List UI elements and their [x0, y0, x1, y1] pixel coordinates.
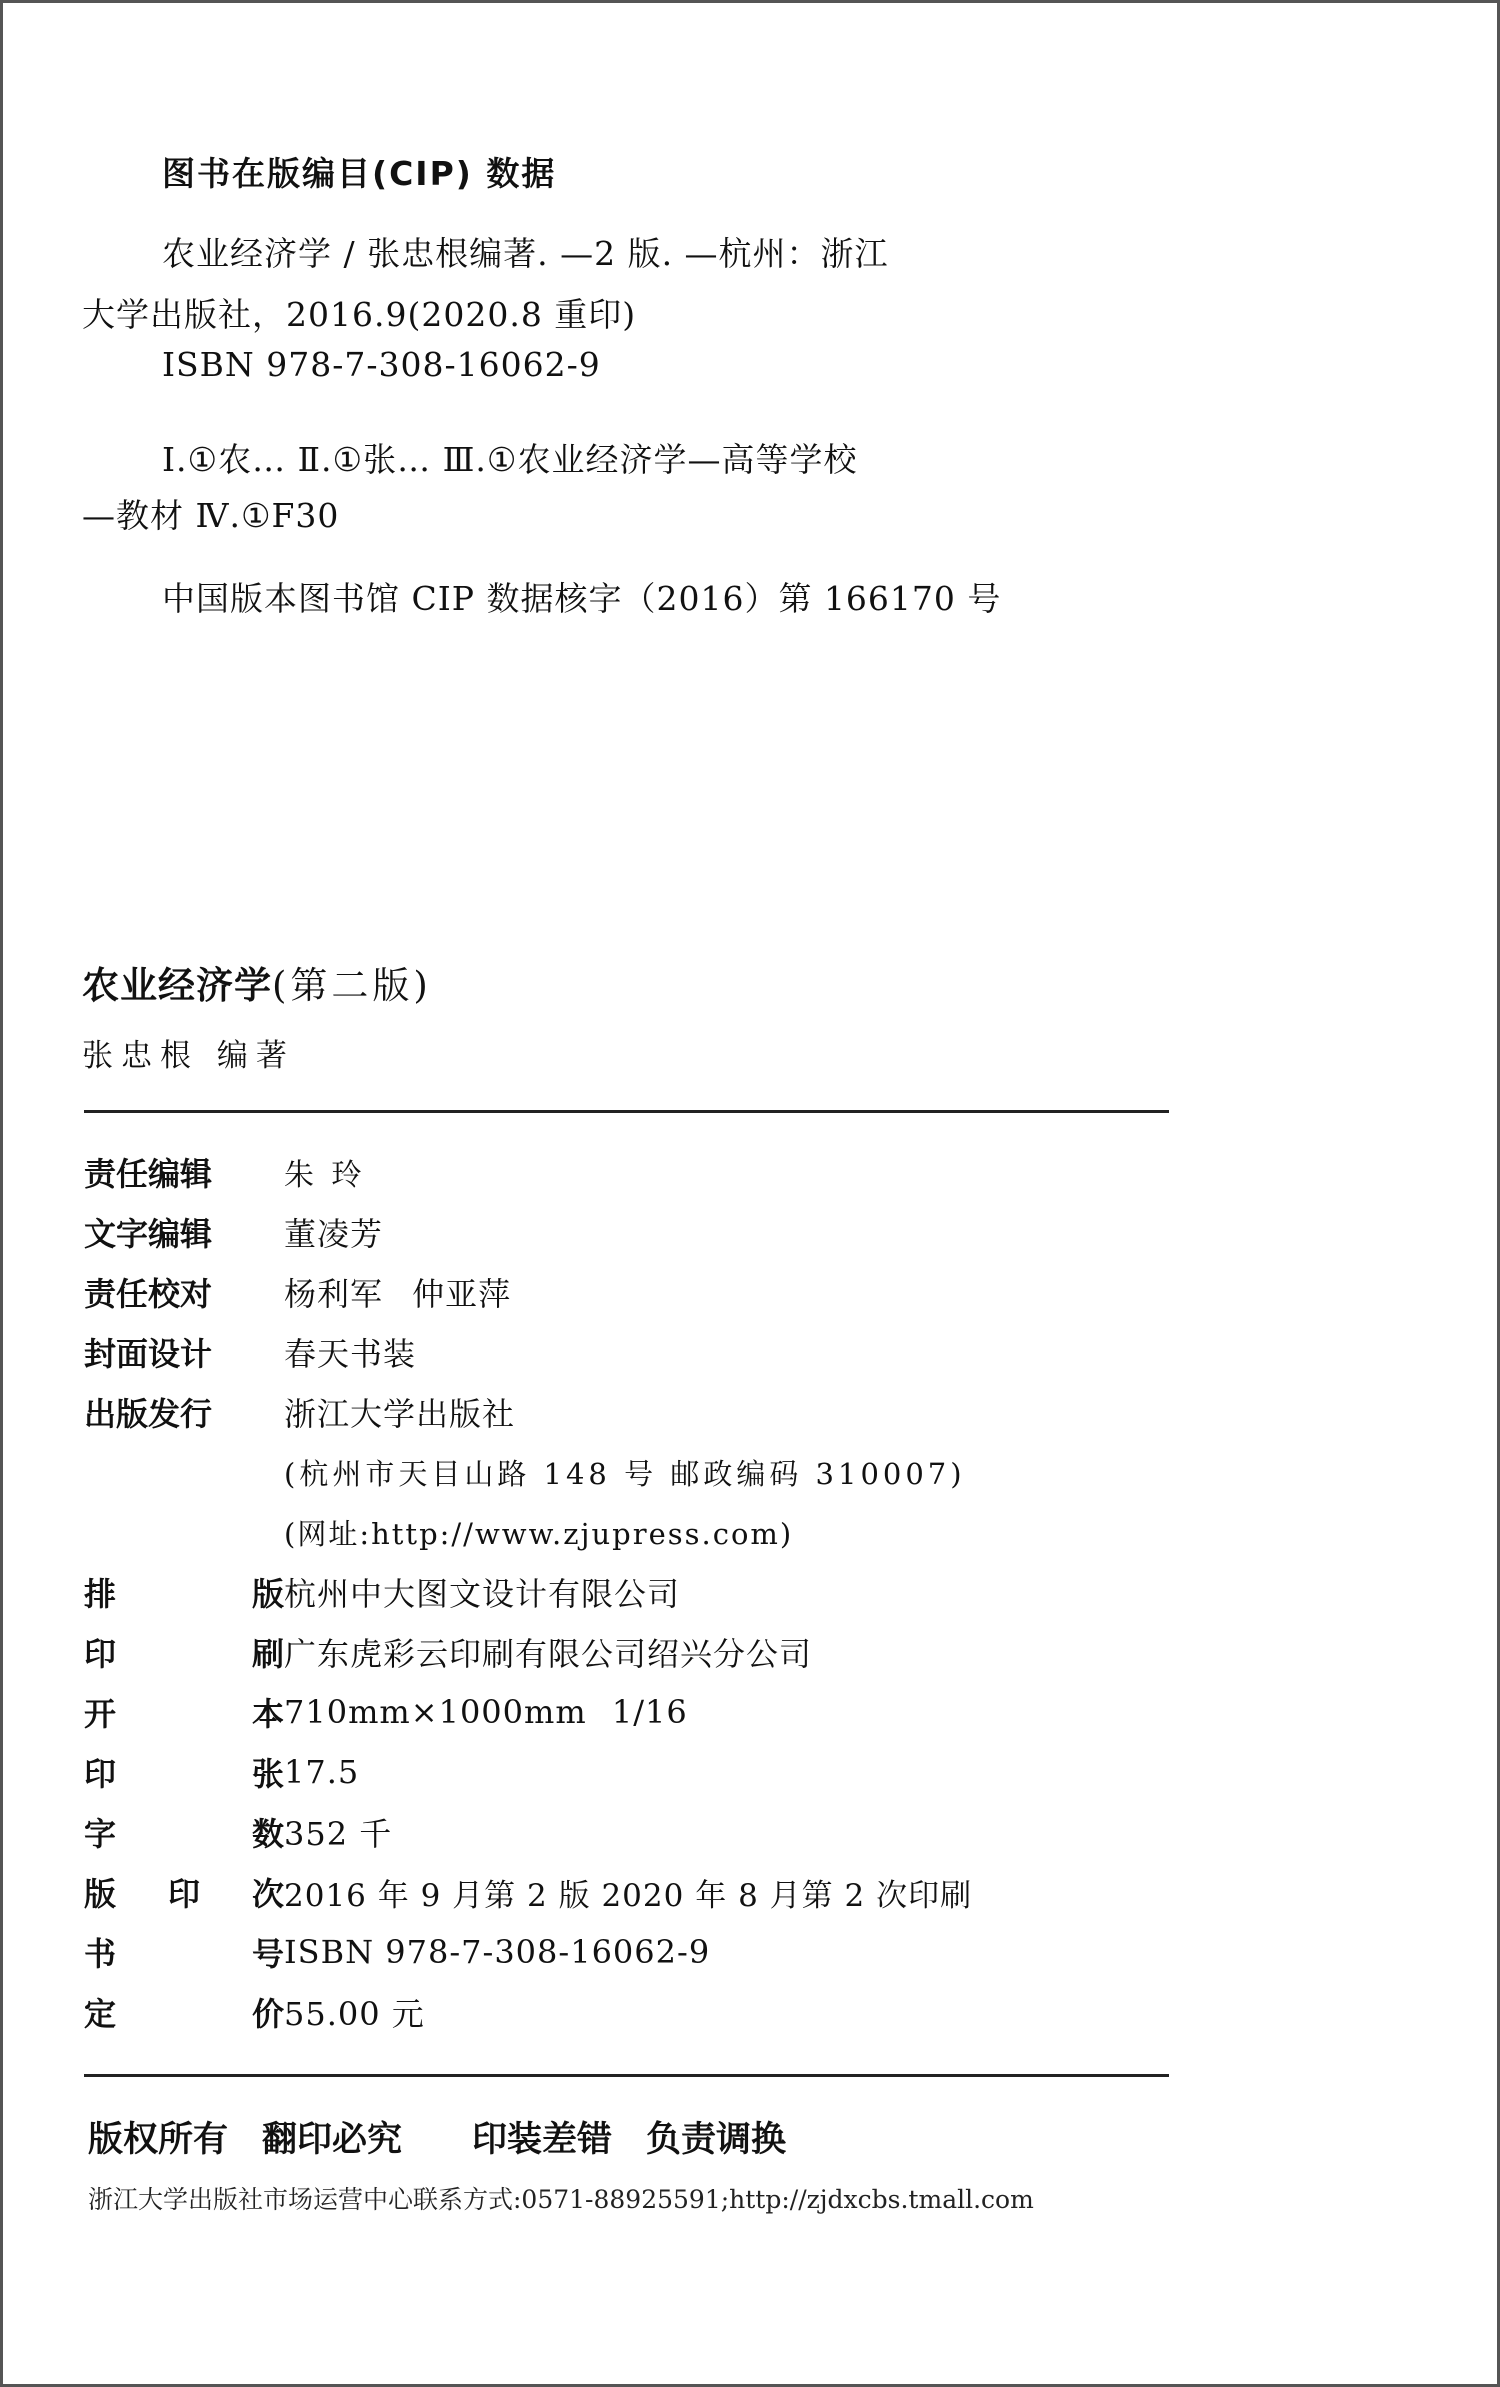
info-label: 出版发行: [84, 1395, 213, 1433]
info-label: [84, 1929, 284, 1975]
info-value: 352 千: [284, 1815, 393, 1853]
book-author: 张忠根 编著: [82, 1038, 295, 1074]
info-label: [84, 1809, 284, 1855]
cip-line-publisher: 大学出版社，2016.9(2020.8 重印): [82, 295, 637, 334]
cip-line-classification-cont: —教材 Ⅳ.①F30: [82, 496, 340, 535]
label-char: 次: [251, 1875, 284, 1913]
info-label: 责任编辑: [84, 1155, 213, 1193]
label-char: 印: [84, 1635, 117, 1673]
info-label: [84, 1689, 284, 1735]
info-row-printing: [84, 1628, 812, 1676]
label-char: 印: [84, 1755, 117, 1793]
label-char: 号: [251, 1935, 284, 1973]
info-row-word-count: [84, 1808, 392, 1856]
info-value: 广东虎彩云印刷有限公司绍兴分公司: [284, 1635, 813, 1673]
info-value: 2016 年 9 月第 2 版 2020 年 8 月第 2 次印刷: [284, 1877, 973, 1914]
info-row-cover-design: [84, 1328, 416, 1376]
label-char: 数: [251, 1815, 284, 1853]
book-title-main: 农业经济学: [82, 964, 272, 1007]
label-char: 本: [251, 1695, 284, 1733]
cip-line-verification: 中国版本图书馆 CIP 数据核字（2016）第 166170 号: [162, 579, 1002, 618]
book-title: [82, 955, 432, 1009]
label-char: 开: [84, 1695, 117, 1733]
info-value: 杨利军 仲亚萍: [284, 1275, 512, 1313]
info-value: 浙江大学出版社: [284, 1395, 516, 1433]
label-char: 书: [84, 1935, 117, 1973]
label-char: 排: [84, 1575, 117, 1613]
label-char: 刷: [251, 1635, 284, 1673]
info-row-format: [84, 1688, 688, 1736]
info-value-address: (杭州市天目山路 148 号 邮政编码 310007): [284, 1456, 966, 1491]
label-char: 字: [84, 1815, 117, 1853]
label-char: 版: [251, 1575, 284, 1613]
info-value: 杭州中大图文设计有限公司: [284, 1575, 681, 1613]
info-label: 文字编辑: [84, 1215, 213, 1253]
info-label: [84, 1629, 284, 1675]
info-row-proofreader: [84, 1268, 511, 1316]
rights-exchange: 负责调换: [646, 2120, 787, 2160]
info-row-sheets: [84, 1748, 359, 1796]
info-row-book-number: [84, 1928, 710, 1976]
info-label: [84, 1989, 284, 2035]
divider-top: [84, 1110, 1169, 1113]
label-char: 定: [84, 1995, 117, 2033]
rights-no-reprint: 翻印必究: [262, 2120, 403, 2160]
info-label: 封面设计: [84, 1335, 213, 1373]
label-char: 价: [251, 1995, 284, 2033]
rights-print-error: 印装差错: [472, 2120, 613, 2160]
cip-line-isbn: ISBN 978-7-308-16062-9: [162, 345, 601, 384]
info-value: 董凌芳: [284, 1215, 384, 1253]
info-row-text-editor: [84, 1208, 383, 1256]
cip-line-classification: Ⅰ.①农… Ⅱ.①张… Ⅲ.①农业经济学—高等学校: [162, 440, 858, 479]
rights-statement: [88, 2112, 820, 2162]
info-label: [84, 1569, 284, 1615]
label-char: 版: [84, 1875, 117, 1913]
label-char: 印: [167, 1875, 200, 1913]
info-value: ISBN 978-7-308-16062-9: [284, 1933, 711, 1971]
info-value-website: (网址:http://www.zjupress.com): [284, 1516, 794, 1551]
info-row-publisher: [84, 1388, 515, 1436]
book-edition: (第二版): [272, 964, 432, 1007]
label-char: 张: [251, 1755, 284, 1793]
info-label: [84, 1749, 284, 1795]
footer-contact: 浙江大学出版社市场运营中心联系方式:0571-88925591;http://zjdxcbs.tmall.com: [88, 2185, 1034, 2214]
divider-bottom: [84, 2074, 1169, 2077]
rights-all-reserved: 版权所有: [88, 2120, 229, 2160]
info-row-price: [84, 1988, 425, 2036]
cip-line-citation: 农业经济学 / 张忠根编著. —2 版. —杭州：浙江: [162, 234, 889, 273]
info-row-responsible-editor: [84, 1148, 366, 1196]
info-value: 710mm×1000mm 1/16: [284, 1693, 688, 1731]
info-value: 17.5: [284, 1753, 360, 1791]
info-value: 朱 玲: [284, 1158, 366, 1193]
info-label: [84, 1869, 284, 1915]
cip-title: 图书在版编目(CIP) 数据: [162, 154, 557, 193]
info-label: 责任校对: [84, 1275, 213, 1313]
info-row-address: [84, 1448, 966, 1496]
info-row-edition-printing: [84, 1868, 972, 1916]
info-value: 春天书装: [284, 1335, 417, 1373]
info-row-website: [84, 1508, 793, 1556]
info-value: 55.00 元: [284, 1995, 425, 2033]
info-row-typesetting: [84, 1568, 680, 1616]
